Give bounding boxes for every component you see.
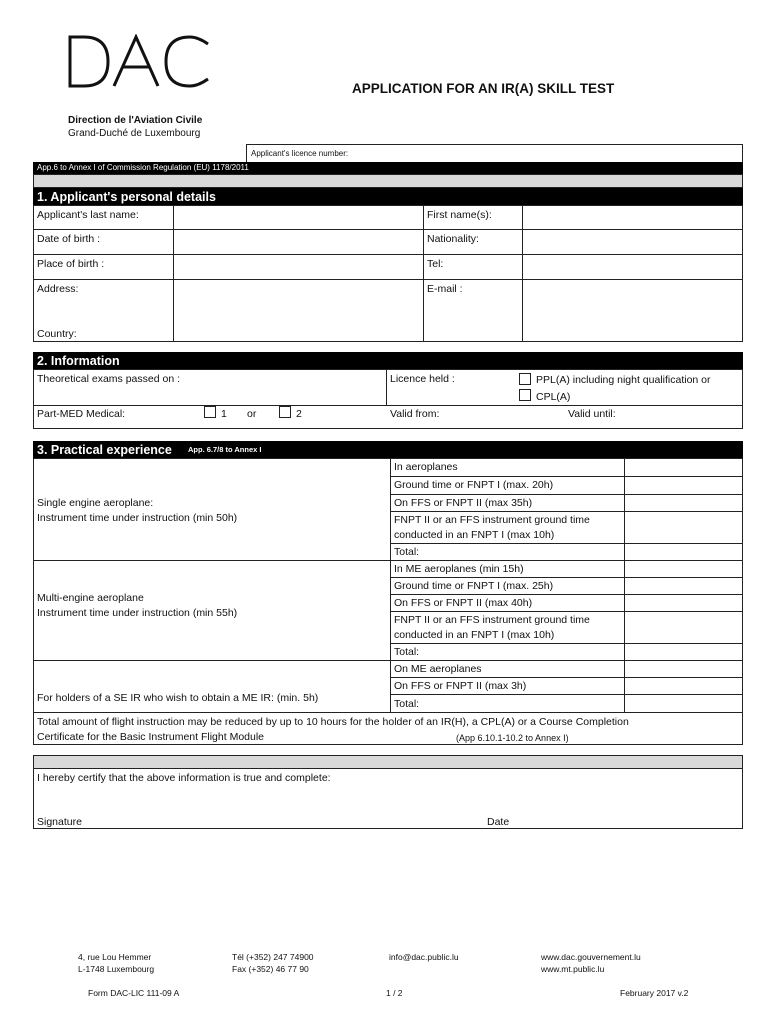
first-names-input[interactable]	[524, 206, 742, 228]
class2-checkbox[interactable]	[279, 406, 291, 418]
cpl-label: CPL(A)	[536, 391, 571, 403]
logo-line-1: Direction de l'Aviation Civile	[68, 115, 203, 126]
licence-number-label: Applicant's licence number:	[251, 149, 349, 158]
partmed-label: Part-MED Medical:	[37, 408, 126, 420]
ppl-label: PPL(A) including night qualification or	[536, 374, 711, 386]
se-ir-label: For holders of a SE IR who wish to obtain a ME IR: (min. 5h)	[37, 692, 319, 704]
section3-ref: App. 6.7/8 to Annex I	[188, 445, 262, 454]
multi-engine-title: Multi-engine aeroplane	[37, 592, 144, 604]
valid-from-label: Valid from:	[390, 408, 440, 420]
last-name-label: Applicant's last name:	[37, 209, 139, 221]
footer-fax: Fax (+352) 46 77 90	[232, 964, 309, 974]
class1-label: 1	[221, 408, 227, 420]
single-row-label: In aeroplanes	[394, 461, 458, 473]
last-name-input[interactable]	[175, 206, 422, 228]
single-row-label: Total:	[394, 546, 420, 558]
multi-row-label: On FFS or FNPT II (max 40h)	[394, 597, 533, 609]
valid-until-label: Valid until:	[568, 408, 616, 420]
single-engine-title: Single engine aeroplane:	[37, 497, 154, 509]
footer-address-2: L-1748 Luxembourg	[78, 964, 155, 974]
footer-web-1[interactable]: www.dac.gouvernement.lu	[541, 952, 641, 962]
footer-email[interactable]: info@dac.public.lu	[389, 952, 459, 962]
email-input[interactable]	[524, 281, 742, 341]
section2-header	[33, 352, 743, 369]
footer-page-number: 1 / 2	[386, 988, 403, 998]
nationality-label: Nationality:	[427, 233, 479, 245]
class2-label: 2	[296, 408, 302, 420]
or-label: or	[247, 408, 257, 420]
dac-logo	[66, 34, 214, 90]
single-row-label: FNPT II or an FFS instrument ground time	[394, 514, 590, 526]
reduction-note-ref: (App 6.10.1-10.2 to Annex I)	[456, 733, 569, 743]
reduction-note-1: Total amount of flight instruction may be reduced by up to 10 hours for the holder of an IR(H), a CPL(A) or a Course Completion	[37, 716, 629, 728]
cpl-checkbox[interactable]	[519, 389, 531, 401]
dob-label: Date of birth :	[37, 233, 101, 245]
single-row-label: conducted in an FNPT I (max 10h)	[394, 529, 555, 541]
section1-title: 1. Applicant's personal details	[37, 190, 216, 204]
pob-label: Place of birth :	[37, 258, 105, 270]
first-names-label: First name(s):	[427, 209, 492, 221]
single-engine-subtitle: Instrument time under instruction (min 50h)	[37, 512, 238, 524]
multi-row-label: Ground time or FNPT I (max. 25h)	[394, 580, 554, 592]
page-title: APPLICATION FOR AN IR(A) SKILL TEST	[352, 81, 615, 96]
date-label[interactable]: Date	[487, 816, 510, 828]
footer-tel: Tél (+352) 247 74900	[232, 952, 314, 962]
tel-input[interactable]	[524, 256, 742, 278]
dob-input[interactable]	[175, 231, 422, 253]
address-label: Address:	[37, 283, 79, 295]
footer-web-2[interactable]: www.mt.public.lu	[541, 964, 605, 974]
single-row-label: On FFS or FNPT II (max 35h)	[394, 497, 533, 509]
grey-spacer-1	[33, 174, 743, 188]
grey-spacer-2	[33, 755, 743, 769]
logo-line-2: Grand-Duché de Luxembourg	[68, 128, 201, 139]
footer-version: February 2017 v.2	[620, 988, 689, 998]
pob-input[interactable]	[175, 256, 422, 278]
multi-row-label: FNPT II or an FFS instrument ground time	[394, 614, 590, 626]
class1-checkbox[interactable]	[204, 406, 216, 418]
certify-text: I hereby certify that the above information is true and complete:	[37, 772, 331, 784]
reduction-note-2: Certificate for the Basic Instrument Flight Module	[37, 731, 265, 743]
ppl-checkbox[interactable]	[519, 373, 531, 385]
section3-title: 3. Practical experience	[37, 443, 172, 457]
theory-exams-label: Theoretical exams passed on :	[37, 373, 180, 385]
footer-form-id: Form DAC-LIC 111-09 A	[88, 988, 180, 998]
single-row-label: Ground time or FNPT I (max. 20h)	[394, 479, 554, 491]
se-row-label: Total:	[394, 698, 420, 710]
multi-row-label: In ME aeroplanes (min 15h)	[394, 563, 524, 575]
address-input[interactable]	[175, 281, 422, 341]
multi-row-label: Total:	[394, 646, 420, 658]
nationality-input[interactable]	[524, 231, 742, 253]
se-row-label: On FFS or FNPT II (max 3h)	[394, 680, 527, 692]
multi-engine-subtitle: Instrument time under instruction (min 55h)	[37, 607, 238, 619]
licence-held-label: Licence held :	[390, 373, 455, 385]
regulation-text: App.6 to Annex I of Commission Regulation (EU) 1178/2011	[37, 163, 249, 172]
se-row-label: On ME aeroplanes	[394, 663, 482, 675]
signature-label[interactable]: Signature	[37, 816, 82, 828]
footer-address-1: 4, rue Lou Hemmer	[78, 952, 152, 962]
tel-label: Tel:	[427, 258, 444, 270]
section2-title: 2. Information	[37, 354, 120, 368]
country-label: Country:	[37, 328, 77, 340]
multi-row-label: conducted in an FNPT I (max 10h)	[394, 629, 555, 641]
email-label: E-mail :	[427, 283, 463, 295]
